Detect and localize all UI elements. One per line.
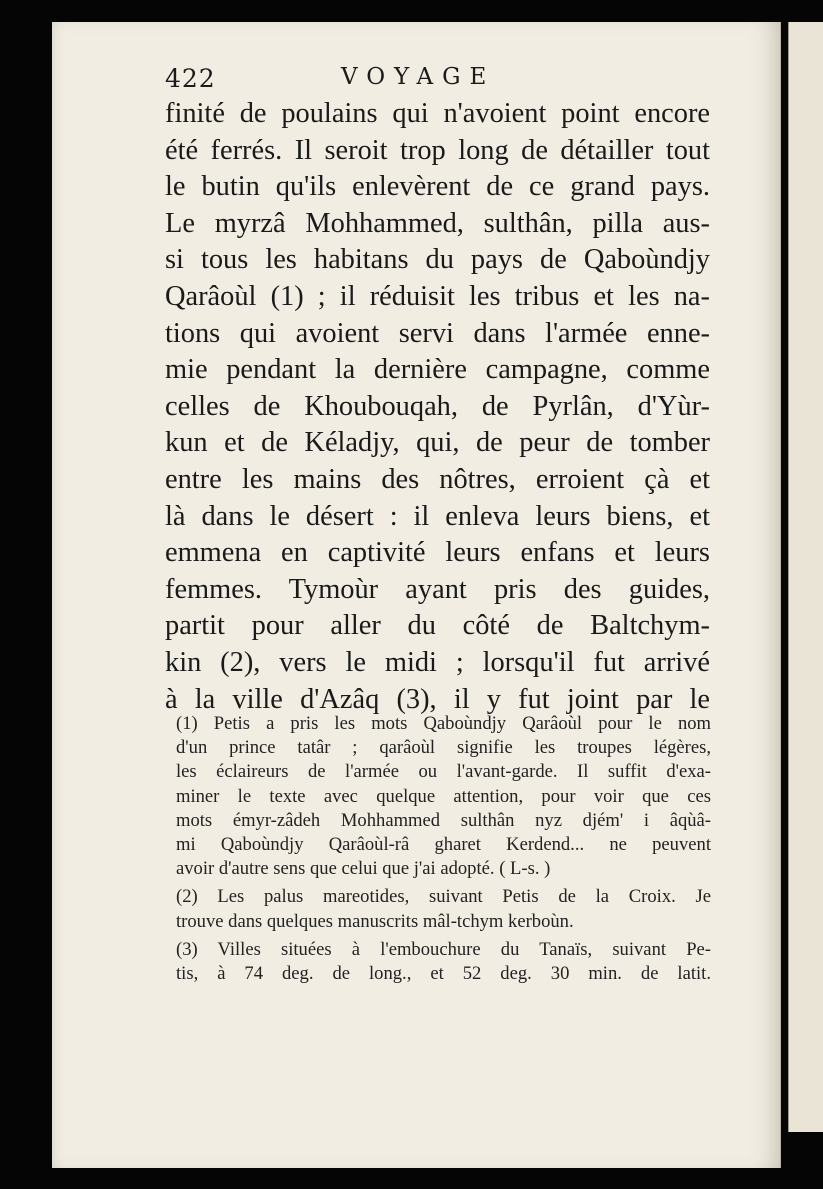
- text-line: été ferrés. Il seroit trop long de détailler tout: [165, 134, 710, 166]
- page-number: 422: [165, 64, 216, 93]
- text-line: si tous les habitans du pays de Qaboùndjy: [165, 244, 710, 276]
- footnote-line: mi Qaboùndjy Qarâoùl-râ gharet Kerdend... ne peuvent: [176, 834, 711, 856]
- footnote-line: mots émyr-zâdeh Mohhammed sulthân nyz djém' i âqùâ-: [176, 809, 711, 831]
- text-line: à la ville d'Azâq (3), il y fut joint par le: [165, 683, 710, 715]
- footnote-2: [176, 885, 711, 933]
- running-title: VOYAGE: [341, 64, 496, 90]
- text-line: entre les mains des nôtres, erroient çà et: [165, 463, 710, 495]
- text-line: femmes. Tymoùr ayant pris des guides,: [165, 573, 710, 605]
- main-text: [165, 96, 710, 718]
- text-line: partit pour aller du côté de Baltchym-: [165, 610, 710, 642]
- adjacent-page-edge: [788, 22, 823, 1132]
- text-line: tions qui avoient servi dans l'armée enne-: [165, 317, 710, 349]
- footnote-1: [176, 712, 711, 881]
- text-line: là dans le désert : il enleva leurs biens, et: [165, 500, 710, 532]
- text-line: emmena en captivité leurs enfans et leurs: [165, 537, 710, 569]
- text-line: Qarâoùl (1) ; il réduisit les tribus et les na-: [165, 280, 710, 312]
- text-line: Le myrzâ Mohhammed, sulthân, pilla aus-: [165, 207, 710, 239]
- footnote-line: miner le texte avec quelque attention, pour voir que ces: [176, 785, 711, 807]
- text-line: kin (2), vers le midi ; lorsqu'il fut arrivé: [165, 646, 710, 678]
- footnote-line: (2) Les palus mareotides, suivant Petis de la Croix. Je: [176, 886, 711, 908]
- footnote-line: (1) Petis a pris les mots Qaboùndjy Qarâoùl pour le nom: [176, 713, 711, 734]
- footnote-line: d'un prince tatâr ; qarâoùl signifie les troupes légères,: [176, 737, 711, 759]
- text-line: mie pendant la dernière campagne, comme: [165, 354, 710, 386]
- text-line: finité de poulains qui n'avoient point encore: [165, 98, 710, 129]
- footnote-line: trouve dans quelques manuscrits mâl-tchym kerboùn.: [176, 910, 574, 932]
- text-line: le butin qu'ils enlevèrent de ce grand pays.: [165, 171, 710, 203]
- footnote-line: (3) Villes situées à l'embouchure du Tanaïs, suivant Pe-: [176, 938, 711, 960]
- page-header: [165, 64, 725, 98]
- footnotes: [176, 712, 711, 990]
- footnote-line: tis, à 74 deg. de long., et 52 deg. 30 min. de latit.: [176, 963, 711, 985]
- text-line: kun et de Kéladjy, qui, de peur de tomber: [165, 427, 710, 459]
- footnote-3: [176, 938, 711, 986]
- footnote-line: les éclaireurs de l'armée ou l'avant-garde. Il suffit d'exa-: [176, 761, 711, 783]
- footnote-line: avoir d'autre sens que celui que j'ai adopté. ( L-s. ): [176, 858, 551, 880]
- text-line: celles de Khoubouqah, de Pyrlân, d'Yùr-: [165, 390, 710, 422]
